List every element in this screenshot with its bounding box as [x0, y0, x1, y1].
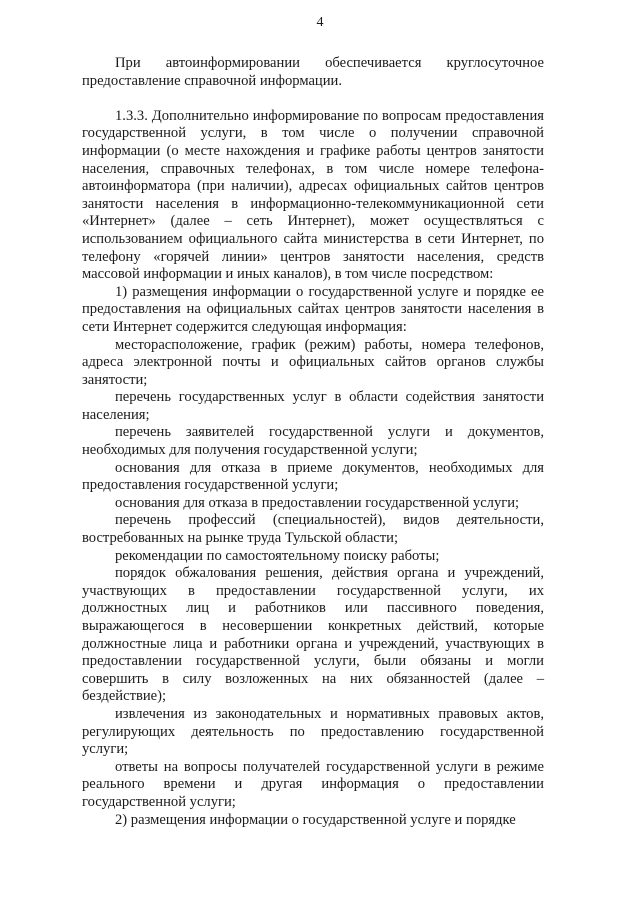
paragraph-section-1-3-3: 1.3.3. Дополнительно информирование по вопросам предоставления государственной услуги, в том числе о получении справочной информации (о месте нахождения и графике работы центров занятости населения, справочных телефонах, в том числе номере телефона-автоинформатора (при наличии), адресах официальных сайтов центров занятости населения в информационно-телекоммуникационной сети «Интернет» (далее – сеть Интернет), может осуществляться с использованием официального сайта министерства в сети Интернет, по телефону «горячей линии» центров занятости населения, средств массовой информации и иных каналов), в том числе посредством:: [82, 107, 544, 283]
paragraph-services-list: перечень государственных услуг в области содействия занятости населения;: [82, 389, 544, 423]
paragraph-refusal-provision: основания для отказа в предоставлении государственной услуги;: [115, 494, 520, 511]
paragraph-applicants-documents: перечень заявителей государственной услуги и документов, необходимых для получения государственной услуги;: [82, 424, 544, 459]
paragraph-item-1: 1) размещения информации о государственной услуге и порядке ее предоставления на официальных сайтах центров занятости населения в сети Интернет содержится следующая информация:: [82, 283, 544, 335]
paragraph-appeal-procedure: порядок обжалования решения, действия органа и учреждений, участвующих в предоставлении государственной услуги, их должностных лиц и работников или пассивного поведения, выражающегося в несовершении конкретных действий, которые должностные лица и работники органа и учреждений, участвующих в предоставлении государственной услуги, были обязаны и могли совершить в силу возложенных на них обязанностей (далее – бездействие);: [82, 565, 544, 705]
paragraph-legal-extracts: извлечения из законодательных и нормативных правовых актов, регулирующих деятельность по предоставлению государственной услуги;: [82, 705, 544, 758]
paragraph-refusal-acceptance: основания для отказа в приеме документов, необходимых для предоставления государственной услуги;: [82, 459, 544, 494]
page-number: 4: [316, 15, 324, 30]
paragraph-answers-realtime: ответы на вопросы получателей государственной услуги в режиме реального времени и другая информация о предоставлении государственной услуги;: [82, 758, 544, 810]
paragraph-location-schedule: месторасположение, график (режим) работы, номера телефонов, адреса электронной почты и официальных сайтов органов службы занятости;: [82, 336, 544, 388]
paragraph-auto-informing: При автоинформировании обеспечивается круглосуточное предоставление справочной информации.: [82, 55, 544, 89]
paragraph-professions: перечень профессий (специальностей), видов деятельности, востребованных на рынке труда Тульской области;: [82, 512, 544, 547]
paragraph-job-search-recommendations: рекомендации по самостоятельному поиску работы;: [115, 547, 440, 564]
paragraph-item-2: 2) размещения информации о государственной услуге и порядке: [115, 811, 516, 828]
document-body: [82, 55, 544, 829]
